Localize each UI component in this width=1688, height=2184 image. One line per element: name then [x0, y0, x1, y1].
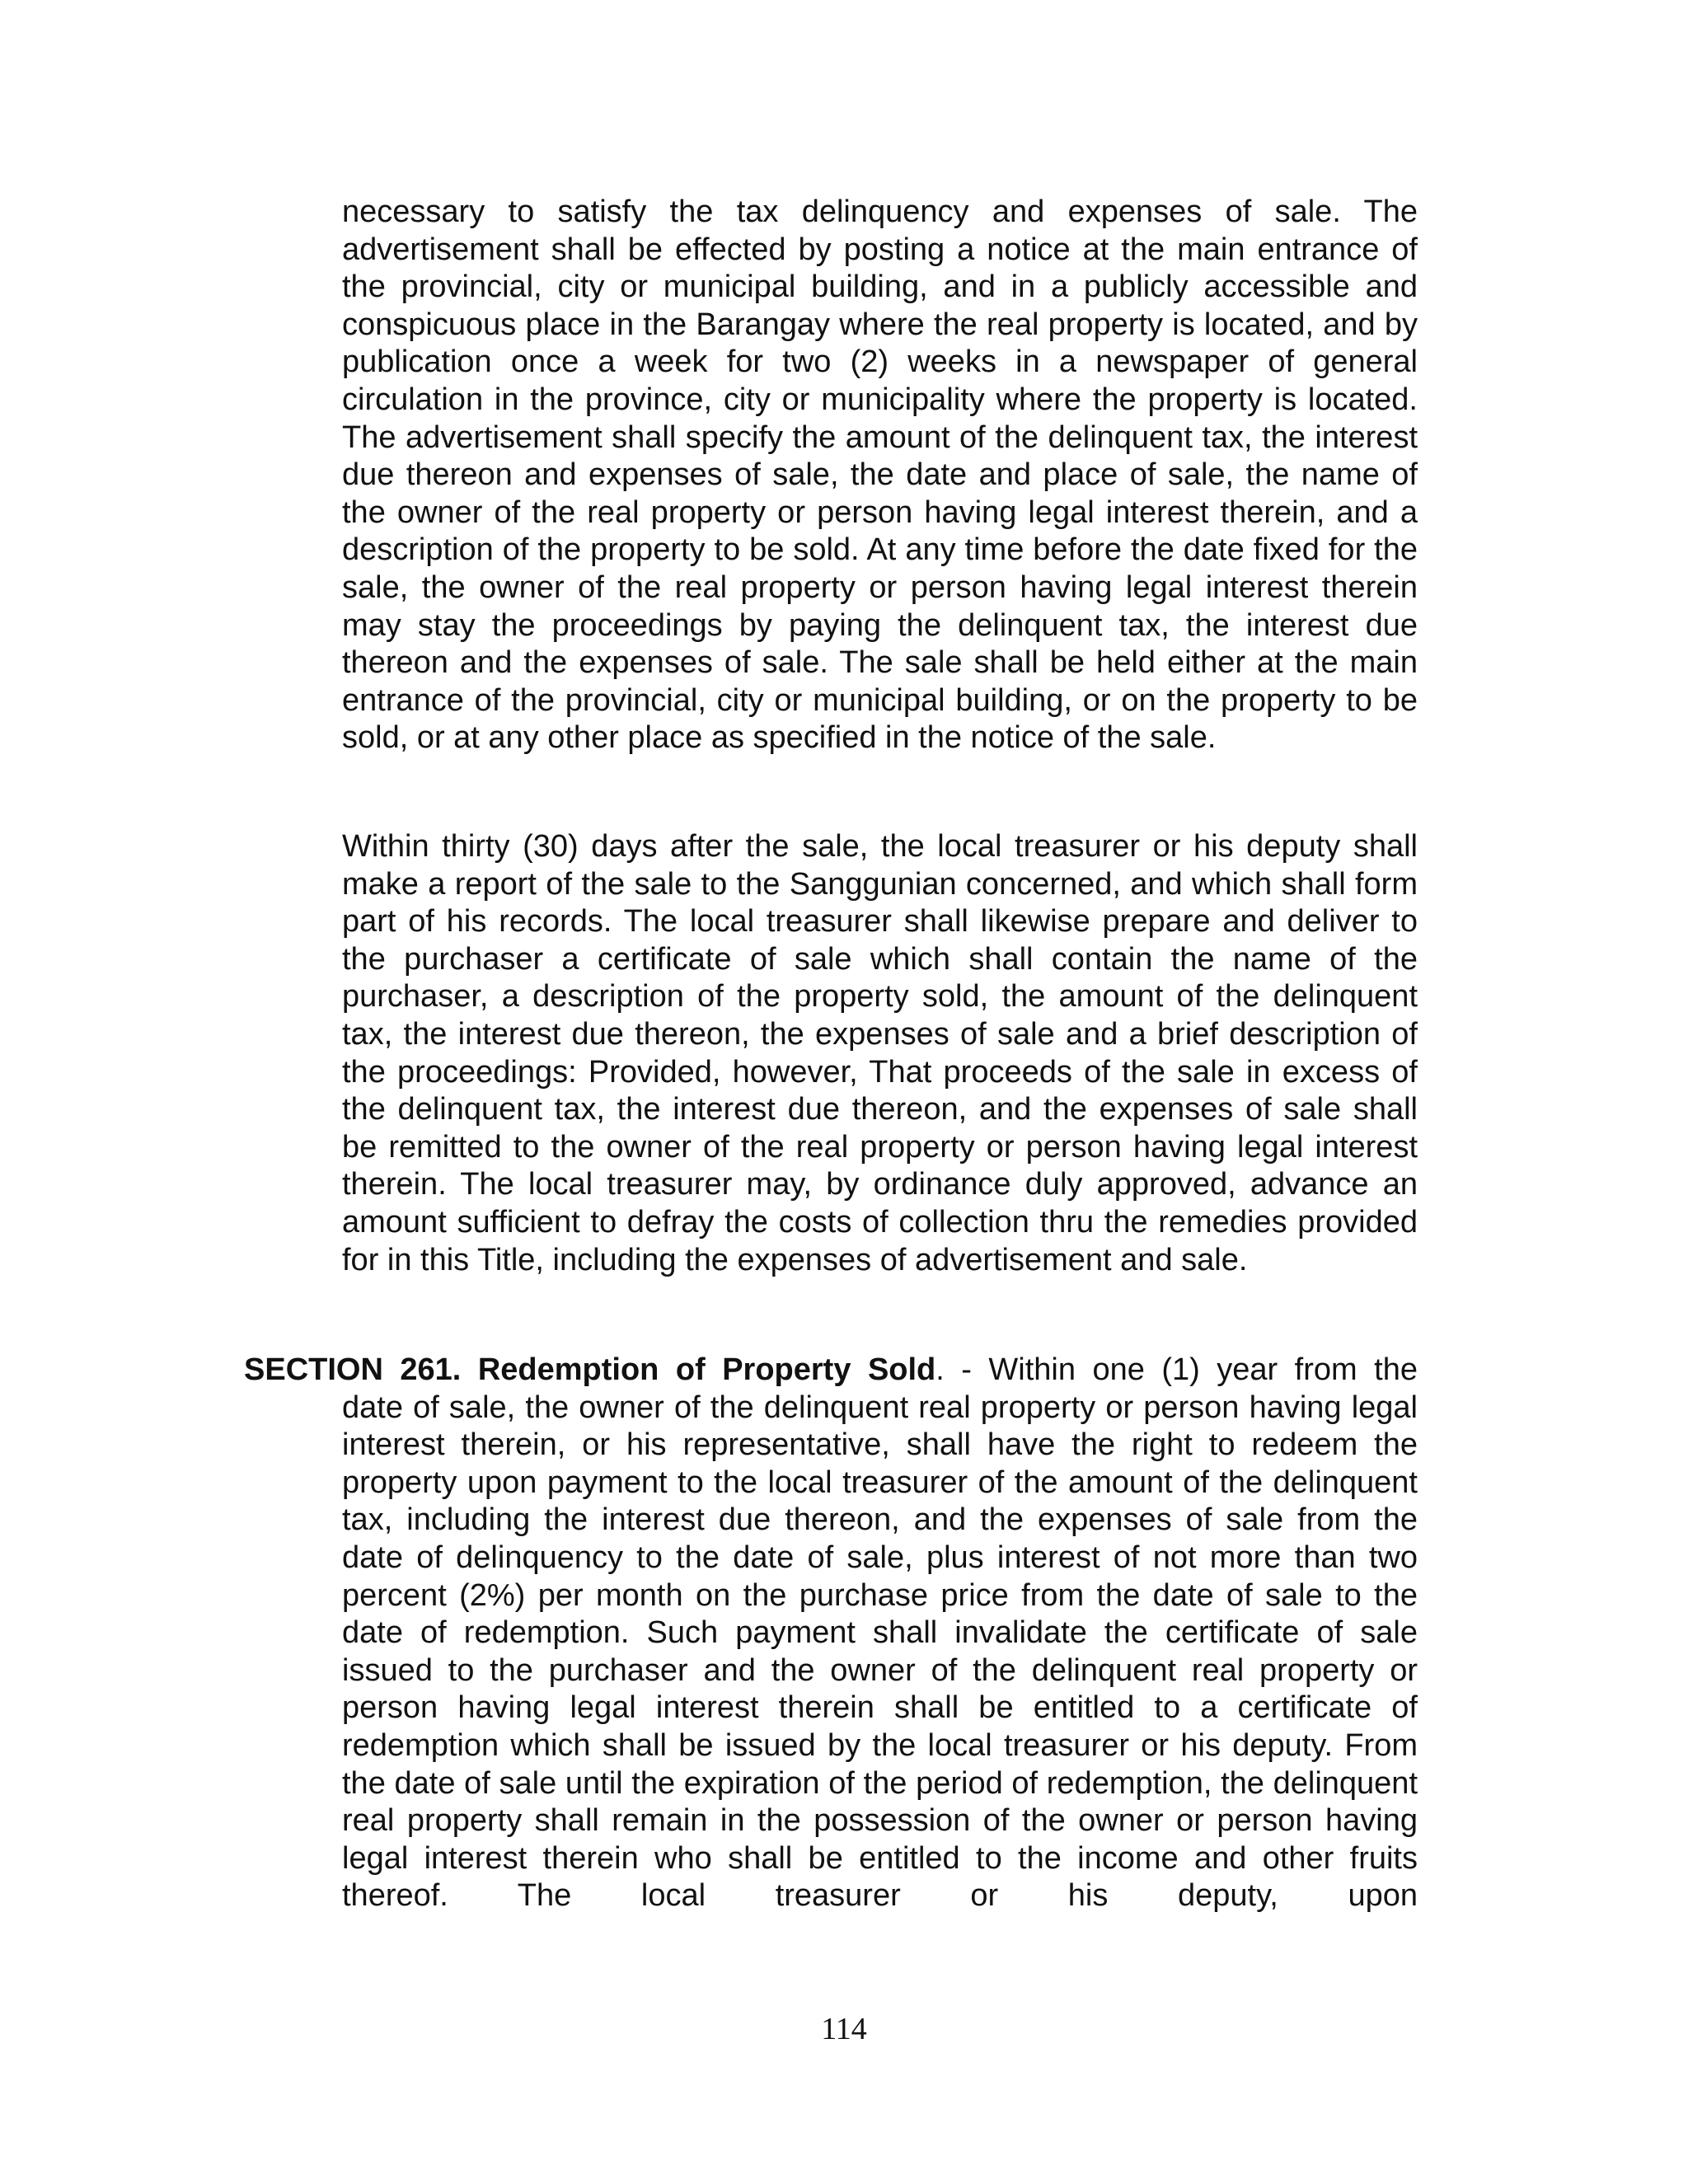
section-body: date of sale, the owner of the delinquent real property or person having legal interest therein, or his representative, shall have the right to redeem the property upon payment to the local treasurer of the amount of the delinquent tax, including the interest due thereon, and the expenses of sale from the date of delinquency to the date of sale, plus interest of not more than two percent (2%) per month on the purchase price from the date of sale to the date of redemption. Such payment shall invalidate the certificate of sale issued to the purchaser and the owner of the delinquent real property or person having legal interest therein shall be entitled to a certificate of redemption which shall be issued by the local treasurer or his deputy. From the date of sale until the expiration of the period of redemption, the delinquent real property shall remain in the possession of the owner or person having legal interest therein who shall be entitled to the income and other fruits thereof. The local treasurer or his deputy, upon — [342, 1390, 1418, 1914]
page-number: 114 — [821, 2012, 867, 2046]
paragraph-advertisement-of-sale: necessary to satisfy the tax delinquency and expenses of sale. The advertisement shall be effected by posting a notice at the main entrance of the provincial, city or municipal building, and in a publicly accessible and conspicuous place in the Barangay where the real property is located, and by publication once a week for two (2) weeks in a newspaper of general circulation in the province, city or municipality where the property is located. The advertisement shall specify the amount of the delinquent tax, the interest due thereon and expenses of sale, the date and place of sale, the name of the owner of the real property or person having legal interest therein, and a description of the property to be sold. At any time before the date fixed for the sale, the owner of the real property or person having legal interest therein may stay the proceedings by paying the delinquent tax, the interest due thereon and the expenses of sale. The sale shall be held either at the main entrance of the provincial, city or municipal building, or on the property to be sold, or at any other place as specified in the notice of the sale. — [342, 194, 1418, 756]
paragraph-report-of-sale: Within thirty (30) days after the sale, the local treasurer or his deputy shall make a report of the sale to the Sanggunian concerned, and which shall form part of his records. The local treasurer shall likewise prepare and deliver to the purchaser a certificate of sale which shall contain the name of the purchaser, a description of the property sold, the amount of the delinquent tax, the interest due thereon, the expenses of sale and a brief description of the proceedings: Provided, however, That proceeds of the sale in excess of the delinquent tax, the interest due thereon, and the expenses of sale shall be remitted to the owner of the real property or person having legal interest therein. The local treasurer may, by ordinance duly approved, advance an amount sufficient to defray the costs of collection thru the remedies provided for in this Title, including the expenses of advertisement and sale. — [342, 829, 1418, 1277]
section-intro-text: . - Within one (1) year from the — [935, 1352, 1418, 1387]
section-261-redemption — [244, 1352, 1418, 1915]
section-heading: SECTION 261. Redemption of Property Sold — [244, 1352, 936, 1387]
section-first-line — [244, 1352, 1418, 1390]
